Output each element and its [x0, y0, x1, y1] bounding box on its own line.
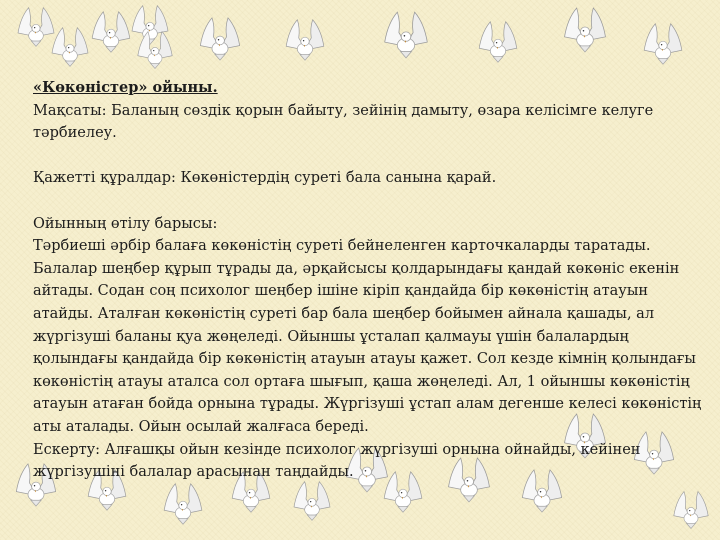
procedure-text: Тәрбиеші әрбір балаға көкөністің суреті бейнеленген карточкаларды таратады. Балалар шеңбер құрып тұрады да, әрқайсысы қолдарындағы қандай көкөніс екенін айтады. Содан соң психолог шеңбер ішіне кіріп қандайда бір көкөністің атауын атайды. Аталған көкөністің суреті бар бала шеңбер бойымен айнала қашады, ал жүргізуші баланы қуа жөңеледі. Ойыншы ұсталап қалмауы үшін балалардың қолындағы қандайда бір көкөністің атауын атауы қажет. Сол кезде кімнің қолындағы көкөністің атауы аталса сол ортаға шығып, қаша жөңеледі. Ал, 1 ойыншы көкөністің атауын атаған бойда орнына тұрады. Жүргізуші ұстап алам дегенше келесі көкөністің аты аталады. Ойын осылай жалғаса береді.: [33, 238, 702, 435]
dove-icon: [380, 10, 432, 60]
procedure-heading: Ойынның өтілу барысы:: [33, 215, 218, 232]
materials-text: Қажетті құралдар: Көкөністердің суреті бала санына қарай.: [33, 170, 497, 187]
dove-icon: [196, 16, 244, 62]
spacer: [33, 145, 703, 168]
slide-content: [33, 77, 703, 484]
dove-icon: [290, 480, 334, 522]
dove-icon: [48, 26, 92, 68]
game-title: «Көкөністер» ойыны.: [33, 79, 218, 96]
dove-icon: [160, 482, 206, 526]
dove-icon: [475, 20, 521, 64]
dove-icon: [282, 18, 328, 62]
dove-icon: [134, 30, 176, 70]
dove-icon: [560, 6, 610, 54]
goal-text: Мақсаты: Баланың сөздік қорын байыту, зейінің дамыту, өзара келісімге келуге тәрбиелеу.: [33, 102, 654, 142]
spacer: [33, 190, 703, 213]
dove-icon: [640, 22, 686, 66]
note-text: Ескерту: Алғашқы ойын кезінде психолог жүргізуші орнына ойнайды, кейінен жүргізушіні балалар арасынан таңдайды.: [33, 441, 641, 481]
dove-icon: [670, 490, 712, 530]
